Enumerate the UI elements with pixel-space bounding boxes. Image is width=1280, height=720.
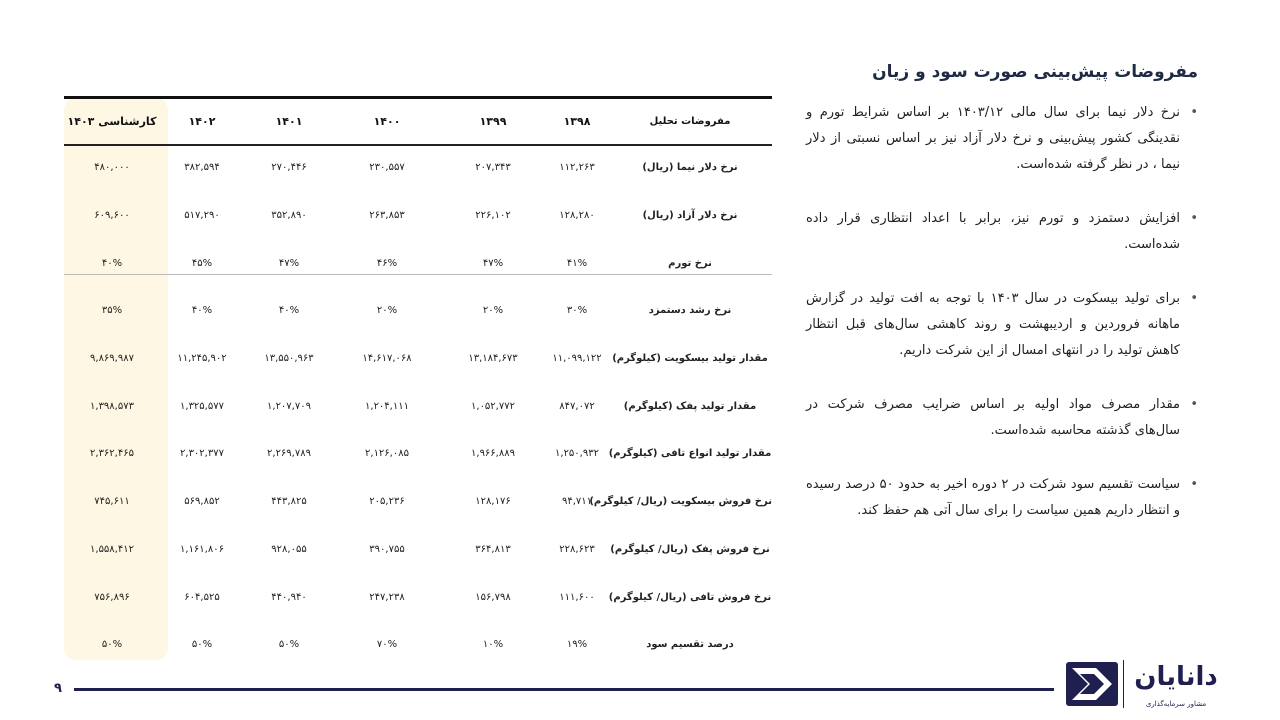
table-cell: ۴۷% [278, 257, 300, 269]
bullet-item: • نرخ دلار نیما برای سال مالی ۱۴۰۳/۱۲ بر اساس شرایط تورم و نقدینگی کشور پیش‌بینی و نرخ دلار آزاد نیز بر اساس نسبتی از دلار نیما ، در نظر گرفته شده‌است. [806, 100, 1202, 178]
header-cell: مفروضات تحلیل [649, 116, 731, 127]
table-cell: ۶۰۹,۶۰۰ [94, 210, 130, 222]
table-cell: ۱۱۱,۶۰۰ [559, 591, 595, 603]
header-cell: ۱۴۰۲ [188, 115, 216, 128]
table-row [64, 526, 772, 574]
table-row [64, 621, 772, 669]
row-label: درصد تقسیم سود [646, 639, 734, 651]
table-cell: ۳۰% [566, 305, 588, 317]
table-cell: ۳۶۴,۸۱۳ [475, 543, 511, 555]
row-label: مقدار تولید پفک (کیلوگرم) [623, 400, 757, 412]
assumptions-table [64, 96, 772, 662]
table-cell: ۵۰% [101, 639, 123, 651]
table-cell: ۱۳,۱۸۴,۶۷۳ [468, 353, 518, 365]
brand-tagline: مشاور سرمایه‌گذاری [1145, 700, 1207, 708]
header-cell: کارشناسی ۱۴۰۳ [67, 115, 157, 128]
row-label: مقدار تولید انواع تافی (کیلوگرم) [608, 448, 772, 460]
row-label: نرخ فروش پفک (ریال/ کیلوگرم) [610, 543, 770, 555]
table-cell: ۲,۲۶۹,۷۸۹ [267, 448, 311, 460]
table-row [64, 192, 772, 240]
table-header-row [64, 99, 772, 144]
table [64, 99, 772, 669]
table-cell: ۴۷% [482, 257, 504, 269]
table-cell: ۱,۳۹۸,۵۷۳ [90, 400, 134, 412]
table-cell: ۱۴,۶۱۷,۰۶۸ [362, 353, 412, 365]
table-cell: ۲۰% [482, 305, 504, 317]
bullet-item: • سیاست تقسیم سود شرکت در ۲ دوره اخیر به حدود ۵۰ درصد رسیده و انتظار داریم همین سیاست را برای سال آتی هم حفظ کند. [806, 472, 1202, 524]
table-cell: ۷۴۵,۶۱۱ [94, 496, 130, 508]
row-label: نرخ فروش تافی (ریال/ کیلوگرم) [608, 591, 772, 603]
row-label: مقدار تولید بیسکویت (کیلوگرم) [612, 353, 768, 365]
table-cell: ۱۹% [566, 639, 588, 651]
table-cell: ۱۲۸,۲۸۰ [559, 210, 595, 222]
table-cell: ۱,۲۰۷,۷۰۹ [267, 400, 311, 412]
table-cell: ۴۰% [101, 257, 123, 269]
table-cell: ۷۵۶,۸۹۶ [94, 591, 130, 603]
table-cell: ۴۴۳,۸۲۵ [271, 496, 307, 508]
table-cell: ۱۲۸,۱۷۶ [475, 496, 511, 508]
table-cell: ۴۸۰,۰۰۰ [94, 162, 130, 174]
header-cell: ۱۴۰۱ [275, 115, 303, 128]
bullet-item: • مقدار مصرف مواد اولیه بر اساس ضرایب مصرف شرکت در سال‌های گذشته محاسبه شده‌است. [806, 392, 1202, 444]
table-cell: ۴۴۰,۹۴۰ [271, 591, 307, 603]
table-cell: ۱۱,۲۴۵,۹۰۲ [177, 353, 227, 365]
table-cell: ۴۰% [278, 305, 300, 317]
table-cell: ۵۶۹,۸۵۲ [184, 496, 220, 508]
table-cell: ۲,۱۲۶,۰۸۵ [365, 448, 409, 460]
table-cell: ۱,۹۶۶,۸۸۹ [471, 448, 515, 460]
table-row [64, 382, 772, 430]
table-cell: ۱,۲۰۴,۱۱۱ [365, 400, 409, 412]
table-cell: ۱۰% [482, 639, 504, 651]
table-row [64, 430, 772, 478]
table-cell: ۲۲۶,۱۰۲ [475, 210, 511, 222]
table-row [64, 478, 772, 526]
table-cell: ۴۶% [376, 257, 398, 269]
table-cell: ۲۰% [376, 305, 398, 317]
footer-rule [74, 688, 1054, 691]
table-cell: ۵۰% [278, 639, 300, 651]
table-cell: ۱,۲۵۰,۹۳۲ [555, 448, 599, 460]
table-cell: ۲۷۰,۴۴۶ [271, 162, 307, 174]
table-cell: ۸۴۷,۰۷۲ [559, 400, 595, 412]
table-cell: ۳۹۰,۷۵۵ [369, 543, 405, 555]
table-cell: ۲۶۳,۸۵۳ [369, 210, 405, 222]
table-cell: ۱,۱۶۱,۸۰۶ [180, 543, 224, 555]
page-title: مفروضات پیش‌بینی صورت سود و زیان [872, 62, 1198, 82]
header-cell: ۱۳۹۸ [563, 115, 591, 128]
table-cell: ۶۰۴,۵۲۵ [184, 591, 220, 603]
table-row [64, 287, 772, 335]
row-label: نرخ فروش بیسکویت (ریال/ کیلوگرم) [589, 496, 772, 508]
table-cell: ۱,۵۵۸,۴۱۲ [90, 543, 134, 555]
table-cell: ۲۲۸,۶۲۳ [559, 543, 595, 555]
table-cell: ۹۴,۷۱۱ [561, 496, 593, 508]
table-cell: ۳۵% [101, 305, 123, 317]
table-cell: ۴۰% [191, 305, 213, 317]
table-cell: ۲,۳۶۲,۴۶۵ [90, 448, 134, 460]
bullet-item: • افزایش دستمزد و تورم نیز، برابر با اعداد انتظاری قرار داده شده‌است. [806, 206, 1202, 258]
table-cell: ۲۳۰,۵۵۷ [369, 162, 405, 174]
table-cell: ۹,۸۶۹,۹۸۷ [90, 353, 134, 365]
logo-separator [1123, 660, 1124, 708]
brand-name: دانایان [1134, 662, 1218, 692]
table-cell: ۲۰۵,۲۳۶ [369, 496, 405, 508]
bullet-item: • برای تولید بیسکوت در سال ۱۴۰۳ با توجه به افت تولید در گزارش ماهانه فروردین و اردیبهشت و روند کاهشی سال‌های قبل انتظار کاهش تولید را در انتهای امسال از این شرکت داریم. [806, 286, 1202, 364]
row-label: نرخ دلار نیما (ریال) [642, 162, 738, 174]
row-label: نرخ رشد دستمزد [648, 305, 732, 317]
table-row [64, 239, 772, 287]
table-cell: ۱۱,۰۹۹,۱۲۲ [552, 353, 602, 365]
row-label: نرخ تورم [668, 257, 712, 269]
page-number: ۹ [54, 681, 62, 696]
header-cell: ۱۳۹۹ [479, 115, 507, 128]
table-cell: ۵۰% [191, 639, 213, 651]
table-cell: ۳۸۲,۵۹۴ [184, 162, 220, 174]
table-cell: ۲۰۷,۳۴۳ [475, 162, 511, 174]
table-cell: ۵۱۷,۲۹۰ [184, 210, 220, 222]
table-cell: ۱۵۶,۷۹۸ [475, 591, 511, 603]
table-cell: ۱,۰۵۲,۷۷۲ [471, 400, 515, 412]
row-label: نرخ دلار آزاد (ریال) [642, 210, 738, 222]
header-cell: ۱۴۰۰ [373, 115, 401, 128]
table-cell: ۴۵% [191, 257, 213, 269]
assumption-bullets [806, 100, 1202, 524]
table-cell: ۲۴۷,۲۳۸ [369, 591, 405, 603]
table-cell: ۹۲۸,۰۵۵ [271, 543, 307, 555]
table-cell: ۱۳,۵۵۰,۹۶۳ [264, 353, 314, 365]
table-cell: ۱۱۲,۲۶۳ [559, 162, 595, 174]
table-row [64, 335, 772, 383]
table-cell: ۲,۳۰۲,۳۷۷ [180, 448, 224, 460]
table-cell: ۳۵۲,۸۹۰ [271, 210, 307, 222]
brand-logo-icon [1066, 662, 1118, 706]
table-cell: ۱,۳۲۵,۵۷۷ [180, 400, 224, 412]
table-cell: ۴۱% [566, 257, 588, 269]
table-cell: ۷۰% [376, 639, 398, 651]
table-row [64, 573, 772, 621]
table-row [64, 144, 772, 192]
